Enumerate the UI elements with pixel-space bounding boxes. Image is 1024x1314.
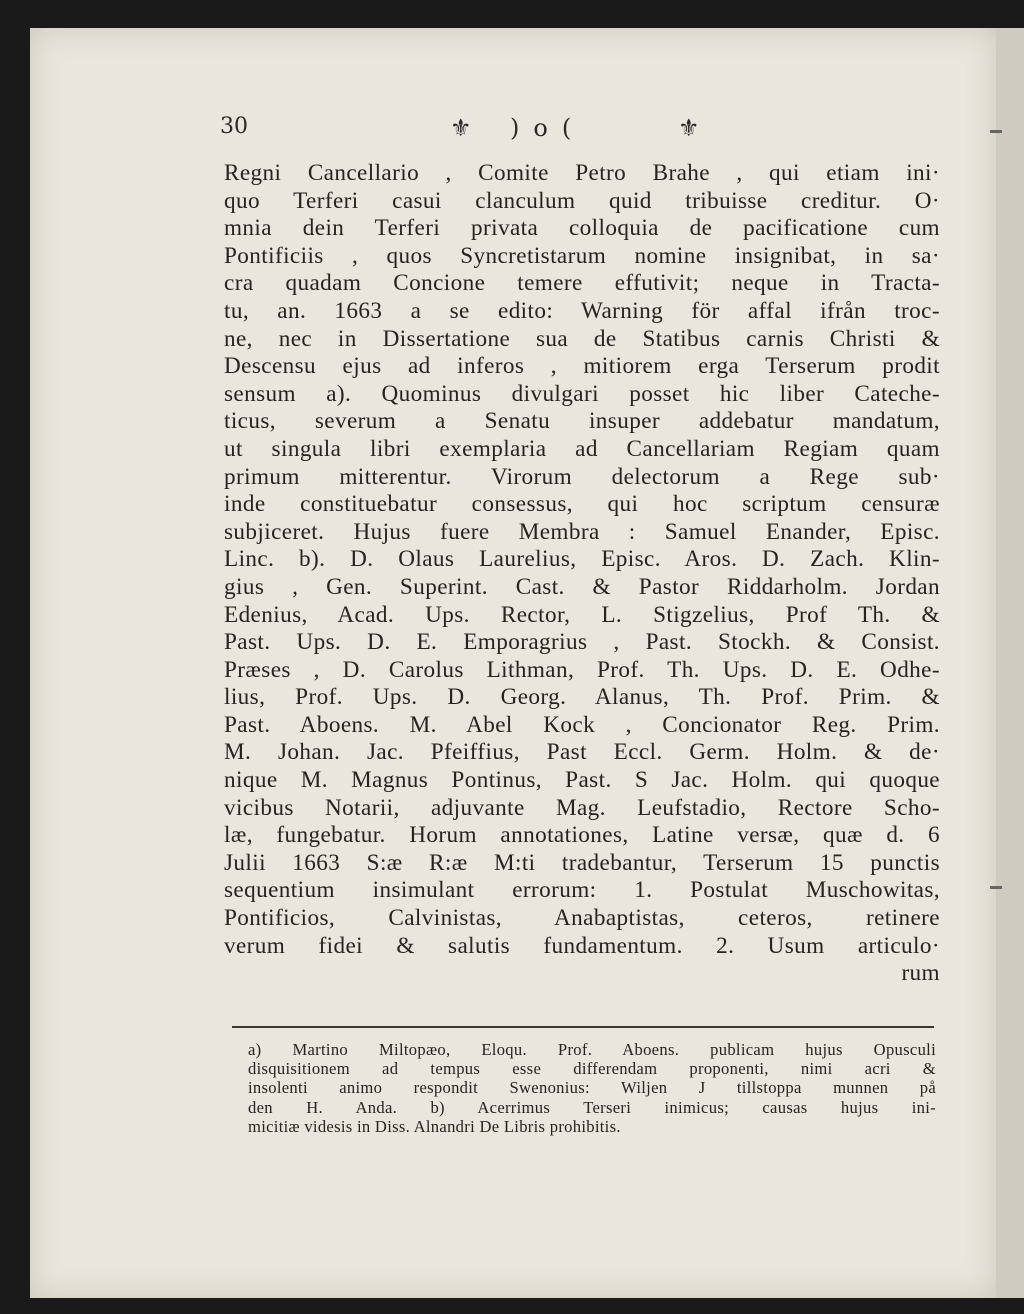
fleur-de-lis-icon: ⚜ [678, 114, 700, 142]
text-line: quo Terferi casui clanculum quid tribuisse creditur. O· [224, 187, 940, 214]
text-line: nique M. Magnus Pontinus, Past. S Jac. Holm. qui quoque [224, 767, 940, 794]
text-line: Julii 1663 S:æ R:æ M:ti tradebantur, Terserum 15 punctis [224, 849, 940, 876]
margin-mark [990, 886, 1002, 889]
text-line: Linc. b). D. Olaus Laurelius, Episc. Aros. D. Zach. Klin- [224, 546, 940, 573]
text-line: mnia dein Terferi privata colloquia de pacificatione cum [224, 215, 940, 242]
text-line: ut singula libri exemplaria ad Cancellariam Regiam quam [224, 435, 940, 462]
text-line: læ, fungebatur. Horum annotationes, Latine versæ, quæ d. 6 [224, 822, 940, 849]
text-line: verum fidei & salutis fundamentum. 2. Usum articulo· [224, 932, 940, 959]
text-line: Præses , D. Carolus Lithman, Prof. Th. Ups. D. E. Odhe- [224, 656, 940, 683]
footnote-rule [232, 1026, 934, 1028]
text-line: Past. Ups. D. E. Emporagrius , Past. Stockh. & Consist. [224, 629, 940, 656]
margin-mark [990, 130, 1002, 133]
catchword: rum [901, 960, 940, 987]
text-line: ne, nec in Dissertatione sua de Statibus carnis Christi & [224, 325, 940, 352]
running-header [220, 114, 960, 150]
text-line: vicibus Notarii, adjuvante Mag. Leufstadio, Rectore Scho- [224, 794, 940, 821]
footnote-line: insolenti animo respondit Swenonius: Wiljen J tillstoppa munnen på [248, 1078, 936, 1098]
body-text [224, 160, 940, 988]
text-line: subjiceret. Hujus fuere Membra : Samuel Enander, Episc. [224, 518, 940, 545]
text-line: gius , Gen. Superint. Cast. & Pastor Riddarholm. Jordan [224, 573, 940, 600]
fleur-de-lis-icon: ⚜ [450, 114, 472, 142]
text-line: tu, an. 1663 a se edito: Warning för affal ifrån troc- [224, 297, 940, 324]
header-ornament: )o( [510, 114, 586, 142]
text-line: primum mitterentur. Virorum delectorum a Rege sub· [224, 463, 940, 490]
page-number: 30 [220, 114, 248, 139]
text-line: M. Johan. Jac. Pfeiffius, Past Eccl. Germ. Holm. & de· [224, 739, 940, 766]
text-line: Past. Aboens. M. Abel Kock , Concionator Reg. Prim. [224, 711, 940, 738]
text-line: Descensu ejus ad inferos , mitiorem erga Terserum prodit [224, 353, 940, 380]
text-line: sequentium insimulant errorum: 1. Postulat Muschowitas, [224, 877, 940, 904]
text-line: inde constituebatur consessus, qui hoc scriptum censuræ [224, 491, 940, 518]
text-line: Regni Cancellario , Comite Petro Brahe , qui etiam ini· [224, 160, 940, 186]
text-line: sensum a). Quominus divulgari posset hic liber Cateche- [224, 380, 940, 407]
footnotes [248, 1040, 936, 1136]
footnote-line: den H. Anda. b) Acerrimus Terseri inimicus; causas hujus ini- [248, 1097, 936, 1117]
text-line: lius, Prof. Ups. D. Georg. Alanus, Th. Prof. Prim. & [224, 684, 940, 711]
text-line: Pontificios, Calvinistas, Anabaptistas, ceteros, retinere [224, 905, 940, 932]
text-line: Pontificiis , quos Syncretistarum nomine insignibat, in sa· [224, 242, 940, 269]
text-line: cra quadam Concione temere effutivit; neque in Tracta- [224, 270, 940, 297]
footnote-line: micitiæ videsis in Diss. Alnandri De Libris prohibitis. [248, 1116, 621, 1136]
text-line: ticus, severum a Senatu insuper addebatur mandatum, [224, 408, 940, 435]
footnote-line: disquisitionem ad tempus esse differendam proponenti, nimi acri & [248, 1059, 936, 1079]
page-edge [996, 28, 1024, 1298]
text-line: Edenius, Acad. Ups. Rector, L. Stigzelius, Prof Th. & [224, 601, 940, 628]
footnote-line: a) Martino Miltopæo, Eloqu. Prof. Aboens. publicam hujus Opusculi [248, 1040, 936, 1059]
